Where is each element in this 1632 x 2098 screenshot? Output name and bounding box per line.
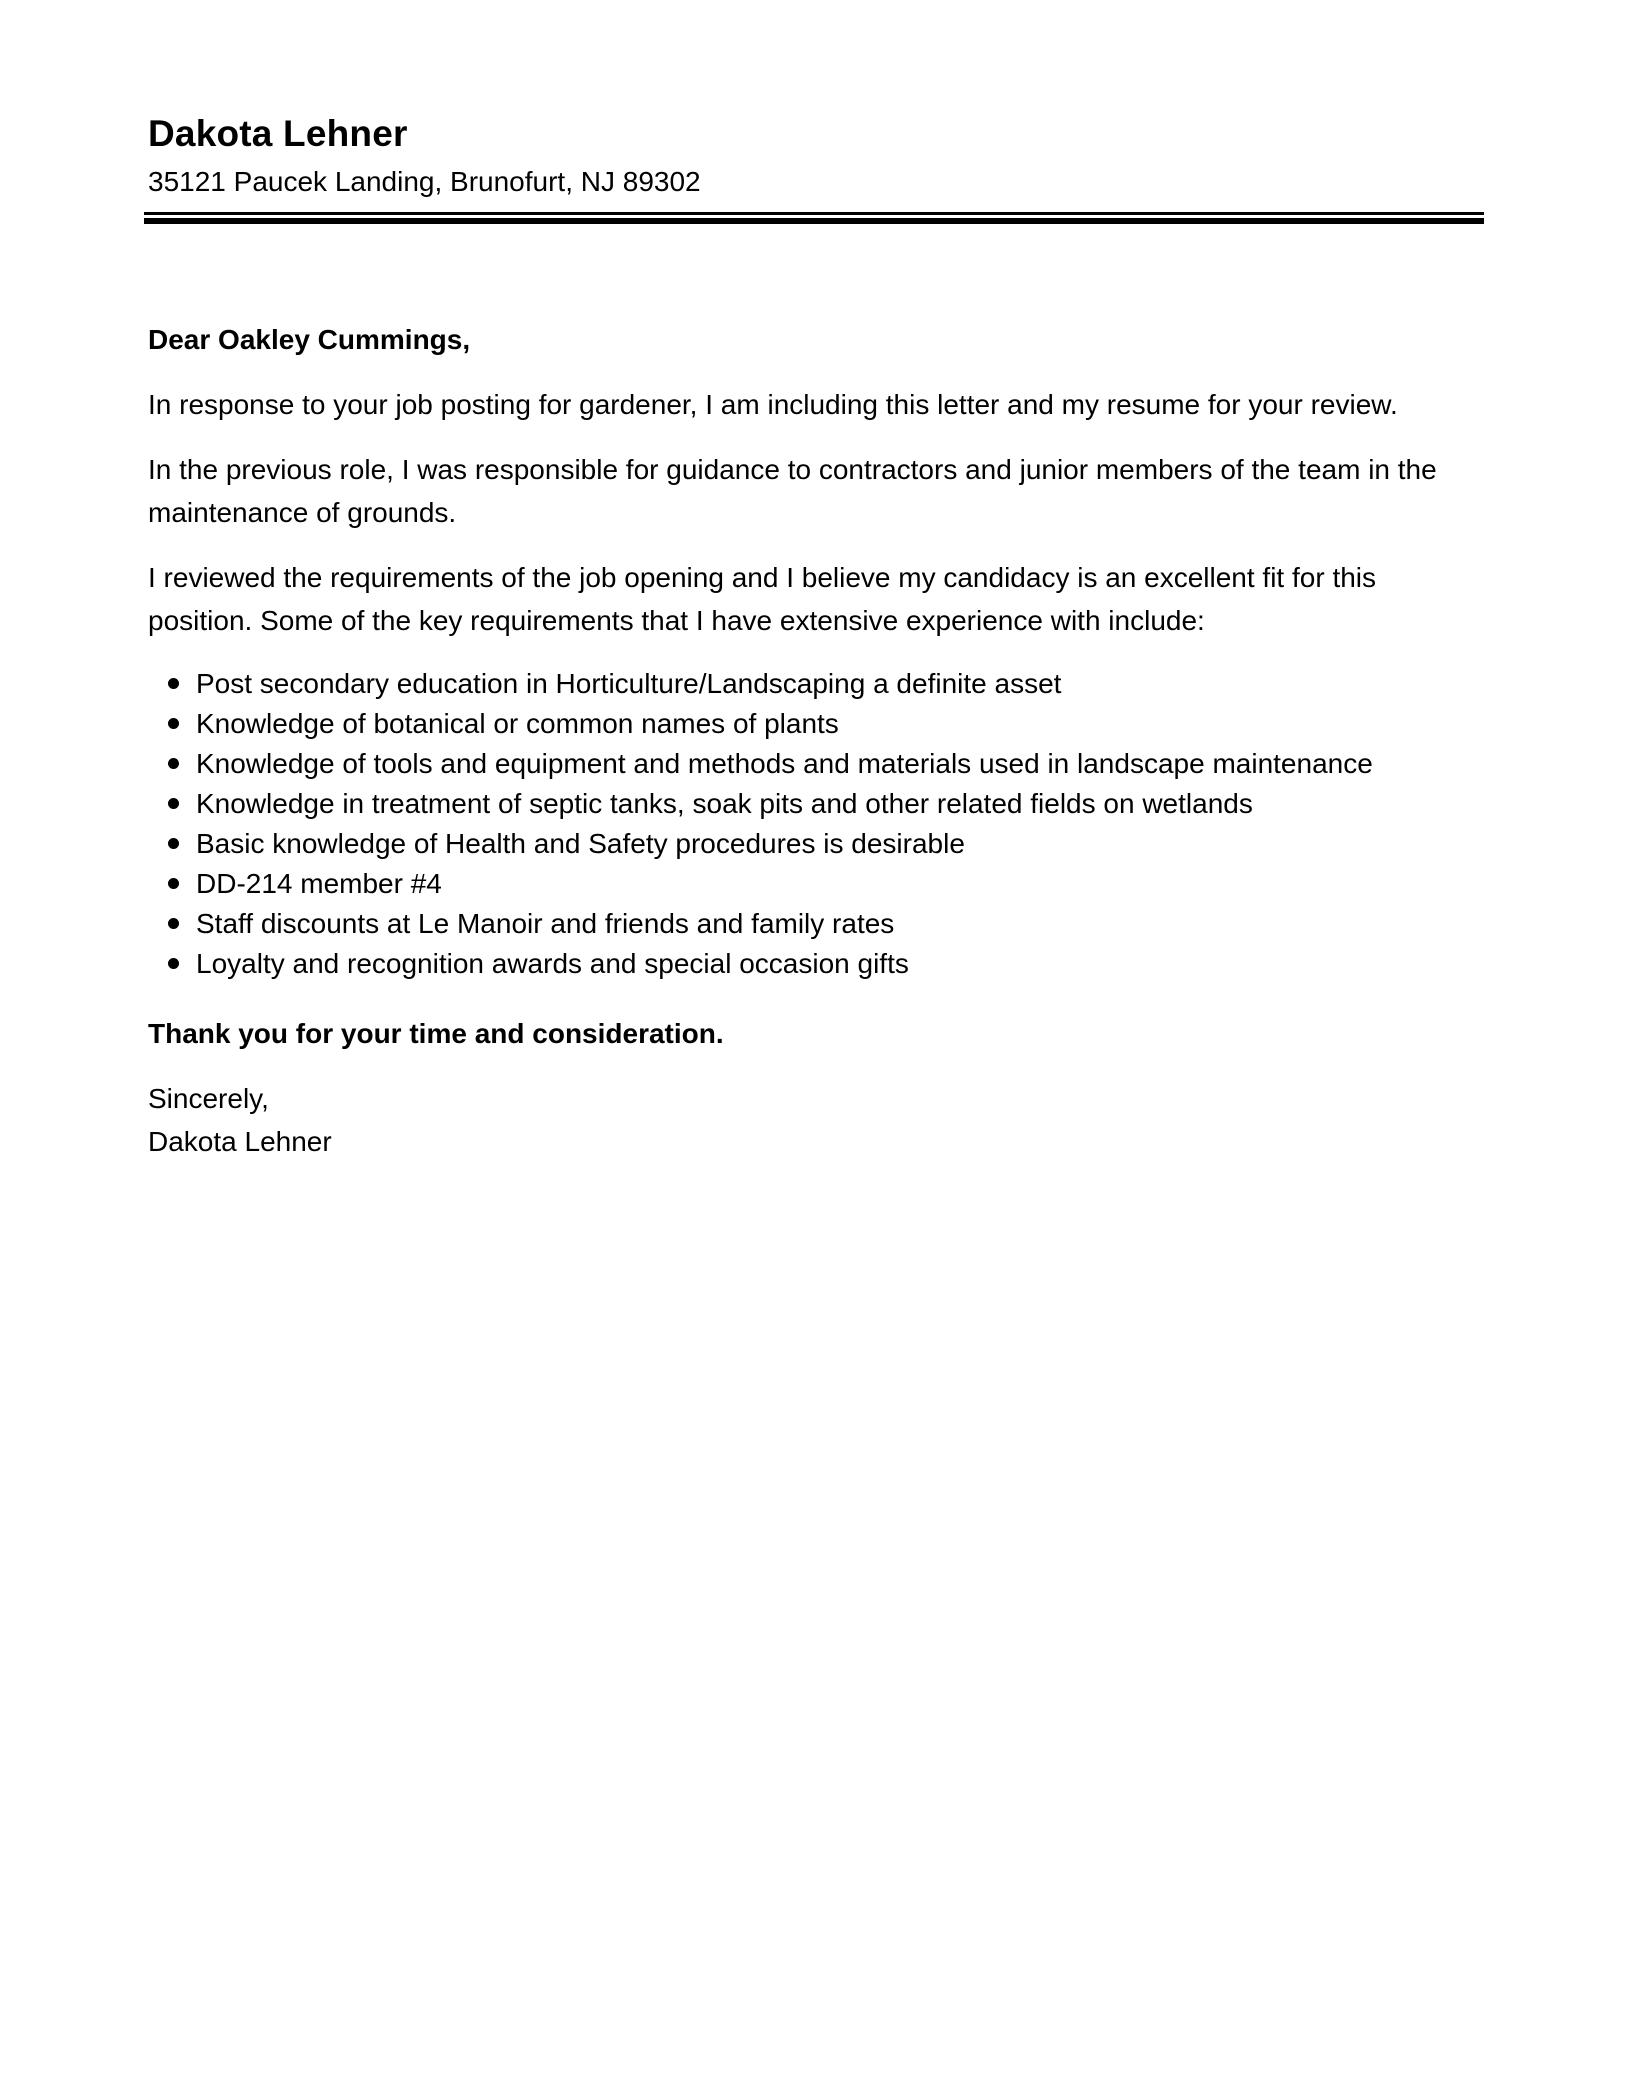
paragraph-previous-role: In the previous role, I was responsible for guidance to contractors and junior members of the team in the maintenance of grounds. — [148, 454, 1437, 528]
letter-body — [148, 318, 1488, 1163]
bullet-icon — [168, 838, 179, 849]
bullet-icon — [168, 678, 179, 689]
signature-name: Dakota Lehner — [148, 1126, 332, 1157]
list-item-text: Staff discounts at Le Manoir and friends and family rates — [196, 908, 895, 939]
list-item-text: Knowledge of botanical or common names of plants — [196, 708, 839, 739]
list-item-text: Post secondary education in Horticulture/Landscaping a definite asset — [196, 668, 1062, 699]
bullet-icon — [168, 798, 179, 809]
salutation: Dear Oakley Cummings, — [148, 324, 471, 355]
bullet-icon — [168, 758, 179, 769]
list-item-text: Basic knowledge of Health and Safety procedures is desirable — [196, 828, 965, 859]
sender-name: Dakota Lehner — [148, 113, 408, 154]
bullet-icon — [168, 878, 179, 889]
list-item — [148, 904, 1488, 944]
list-item — [148, 664, 1488, 704]
paragraph-requirements: I reviewed the requirements of the job opening and I believe my candidacy is an excellent fit for this position. Some of the key requirements that I have extensive experience with include: — [148, 562, 1377, 636]
requirements-list — [148, 664, 1488, 984]
list-item-text: DD-214 member #4 — [196, 868, 442, 899]
list-item — [148, 824, 1488, 864]
divider-thick-line — [144, 218, 1484, 224]
list-item-text: Loyalty and recognition awards and special occasion gifts — [196, 948, 909, 979]
sender-address: 35121 Paucek Landing, Brunofurt, NJ 89302 — [148, 166, 701, 197]
signoff — [148, 1077, 1488, 1163]
bullet-icon — [168, 958, 179, 969]
paragraph-intro: In response to your job posting for gardener, I am including this letter and my resume for your review. — [148, 389, 1398, 420]
letter-header — [148, 108, 1488, 202]
divider-thin-line — [144, 212, 1484, 215]
bullet-icon — [168, 918, 179, 929]
list-item — [148, 784, 1488, 824]
signoff-text: Sincerely, — [148, 1083, 269, 1114]
list-item — [148, 704, 1488, 744]
closing-line: Thank you for your time and consideration. — [148, 1018, 724, 1049]
list-item — [148, 944, 1488, 984]
list-item-text: Knowledge of tools and equipment and methods and materials used in landscape maintenance — [196, 748, 1373, 779]
list-item-text: Knowledge in treatment of septic tanks, soak pits and other related fields on wetlands — [196, 788, 1253, 819]
list-item — [148, 744, 1488, 784]
header-divider — [144, 212, 1484, 224]
list-item — [148, 864, 1488, 904]
bullet-icon — [168, 718, 179, 729]
